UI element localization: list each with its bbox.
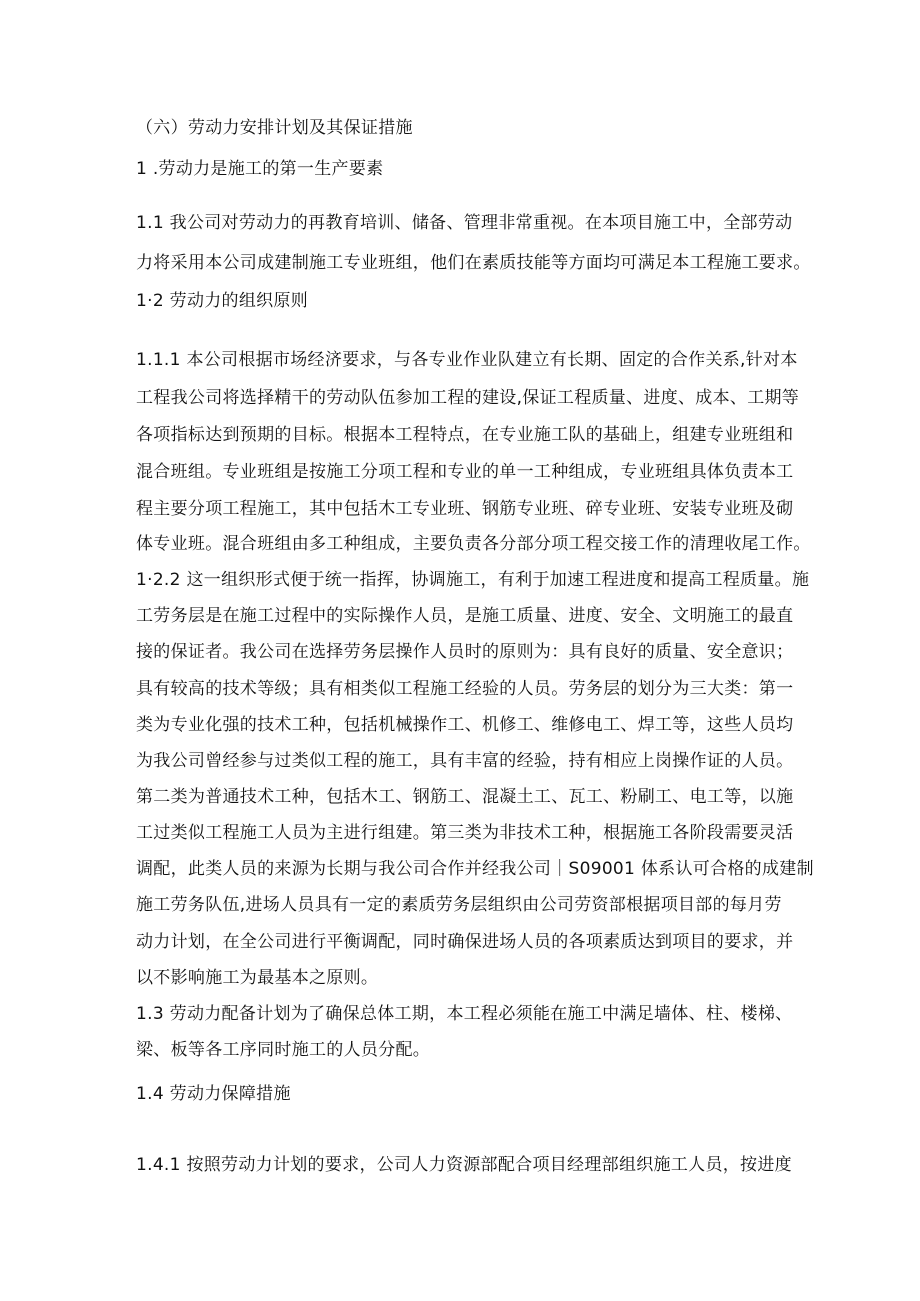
para-1-2-2-line-3: 接的保证者。我公司在选择劳务层操作人员时的原则为：具有良好的质量、安全意识； [136, 642, 794, 662]
heading-1-4: 1.4 劳动力保障措施 [136, 1084, 291, 1104]
para-1-4-1-line-1: 1.4.1 按照劳动力计划的要求，公司人力资源部配合项目经理部组织施工人员，按进度 [136, 1155, 792, 1175]
para-1-2-2-line-11: 动力计划，在全公司进行平衡调配，同时确保进场人员的各项素质达到项目的要求，并 [136, 932, 794, 952]
heading-1: 1 .劳动力是施工的第一生产要素 [136, 159, 384, 179]
para-1-2-2-line-8: 工过类似工程施工人员为主进行组建。第三类为非技术工种，根据施工各阶段需要灵活 [136, 823, 794, 843]
para-1-3-line-1: 1.3 劳动力配备计划为了确保总体工期，本工程必须能在施工中满足墙体、柱、楼梯、 [136, 1004, 793, 1024]
para-1-2-2-line-12: 以不影响施工为最基本之原则。 [136, 968, 379, 988]
heading-1-2: 1·2 劳动力的组织原则 [136, 291, 309, 311]
para-1-2-2-line-5: 类为专业化强的技术工种，包括机械操作工、机修工、维修电工、焊工等，这些人员均 [136, 715, 794, 735]
para-1-3-line-2: 梁、板等各工序同时施工的人员分配。 [136, 1040, 431, 1060]
para-1-2-2-line-9: 调配，此类人员的来源为长期与我公司合作并经我公司｜S09001 体系认可合格的成建制 [136, 859, 814, 879]
para-1-1-1-line-2: 工程我公司将选择精干的劳动队伍参加工程的建设,保证工程质量、进度、成本、工期等 [136, 388, 800, 408]
para-1-1-1-line-1: 1.1.1 本公司根据市场经济要求，与各专业作业队建立有长期、固定的合作关系,针对本 [136, 350, 798, 370]
para-1-1-1-line-6: 体专业班。混合班组由多工种组成，主要负责各分部分项工程交接工作的清理收尾工作。 [136, 534, 811, 554]
para-1-1-1-line-3: 各项指标达到预期的目标。根据本工程特点，在专业施工队的基础上，组建专业班组和 [136, 425, 794, 445]
para-1-1-line-2: 力将采用本公司成建制施工专业班组，他们在素质技能等方面均可满足本工程施工要求。 [136, 253, 811, 273]
para-1-2-2-line-4: 具有较高的技术等级；具有相类似工程施工经验的人员。劳务层的划分为三大类：第一 [136, 679, 794, 699]
section-heading-six: （六）劳动力安排计划及其保证措施 [136, 118, 413, 138]
para-1-2-2-line-2: 工劳务层是在施工过程中的实际操作人员，是施工质量、进度、安全、文明施工的最直 [136, 606, 794, 626]
para-1-2-2-line-1: 1·2.2 这一组织形式便于统一指挥，协调施工，有利于加速工程进度和提高工程质量。施 [136, 570, 810, 590]
para-1-2-2-line-7: 第二类为普通技术工种，包括木工、钢筋工、混凝土工、瓦工、粉刷工、电工等，以施 [136, 787, 794, 807]
para-1-1-1-line-4: 混合班组。专业班组是按施工分项工程和专业的单一工种组成，专业班组具体负责本工 [136, 462, 794, 482]
para-1-1-1-line-5: 程主要分项工程施工，其中包括木工专业班、钢筋专业班、碎专业班、安装专业班及砌 [136, 499, 794, 519]
para-1-2-2-line-6: 为我公司曾经参与过类似工程的施工，具有丰富的经验，持有相应上岗操作证的人员。 [136, 751, 794, 771]
para-1-1-line-1: 1.1 我公司对劳动力的再教育培训、储备、管理非常重视。在本项目施工中，全部劳动 [136, 213, 793, 233]
para-1-2-2-line-10: 施工劳务队伍,进场人员具有一定的素质劳务层组织由公司劳资部根据项目部的每月劳 [136, 895, 782, 915]
